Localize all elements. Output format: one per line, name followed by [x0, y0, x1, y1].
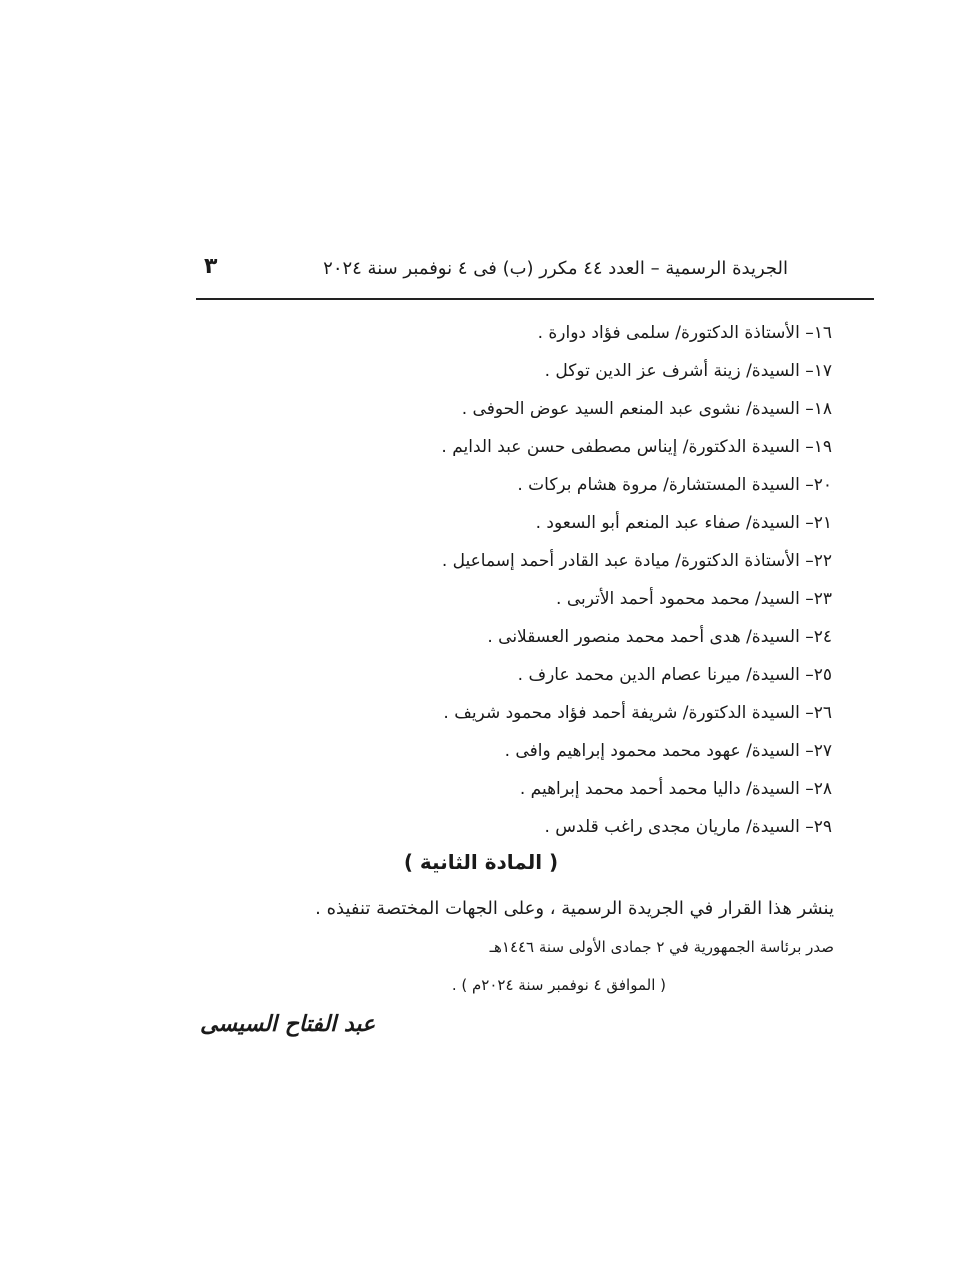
signature: عبد الفتاح السيسى	[200, 1012, 376, 1037]
list-item: ٢٢– الأستاذة الدكتورة/ ميادة عبد القادر أحمد إسماعيل .	[441, 551, 832, 571]
list-item: ٢١– السيدة/ صفاء عبد المنعم أبو السعود .	[535, 513, 832, 533]
page-header	[196, 254, 788, 288]
list-item: ٢٩– السيدة/ ماريان مجدى راغب قلدس .	[544, 817, 832, 837]
list-item: ٢٠– السيدة المستشارة/ مروة هشام بركات .	[517, 475, 832, 495]
publish-paragraph: ينشر هذا القرار في الجريدة الرسمية ، وعلى الجهات المختصة تنفيذه .	[315, 898, 834, 919]
list-item: ٢٣– السيد/ محمد محمود أحمد الأتربى .	[556, 589, 832, 609]
list-item: ٢٧– السيدة/ عهود محمد محمود إبراهيم وافى .	[504, 741, 832, 761]
page-number: ٣	[204, 254, 218, 279]
list-item: ١٦– الأستاذة الدكتورة/ سلمى فؤاد دوارة .	[537, 323, 832, 343]
members-list	[312, 316, 832, 848]
issued-date-line: صدر برئاسة الجمهورية في ٢ جمادى الأولى سنة ١٤٤٦هـ	[489, 938, 834, 956]
list-item: ٢٥– السيدة/ ميرنا عصام الدين محمد عارف .	[517, 665, 832, 685]
header-divider	[196, 298, 874, 300]
gazette-header-title: الجريدة الرسمية – العدد ٤٤ مكرر (ب) فى ٤ نوفمبر سنة ٢٠٢٤	[323, 258, 788, 279]
list-item: ٢٨– السيدة/ داليا محمد أحمد محمد إبراهيم .	[519, 779, 832, 799]
list-item: ١٧– السيدة/ زينة أشرف عز الدين توكل .	[544, 361, 832, 381]
article-heading: ( المادة الثانية )	[403, 850, 559, 874]
list-item: ٢٦– السيدة الدكتورة/ شريفة أحمد فؤاد محمود شريف .	[443, 703, 832, 723]
list-item: ٢٤– السيدة/ هدى أحمد محمد منصور العسقلانى .	[487, 627, 832, 647]
corresponding-date-line: ( الموافق ٤ نوفمبر سنة ٢٠٢٤م ) .	[451, 976, 666, 994]
list-item: ١٨– السيدة/ نشوى عبد المنعم السيد عوض الحوفى .	[461, 399, 832, 419]
list-item: ١٩– السيدة الدكتورة/ إيناس مصطفى حسن عبد الدايم .	[441, 437, 832, 457]
